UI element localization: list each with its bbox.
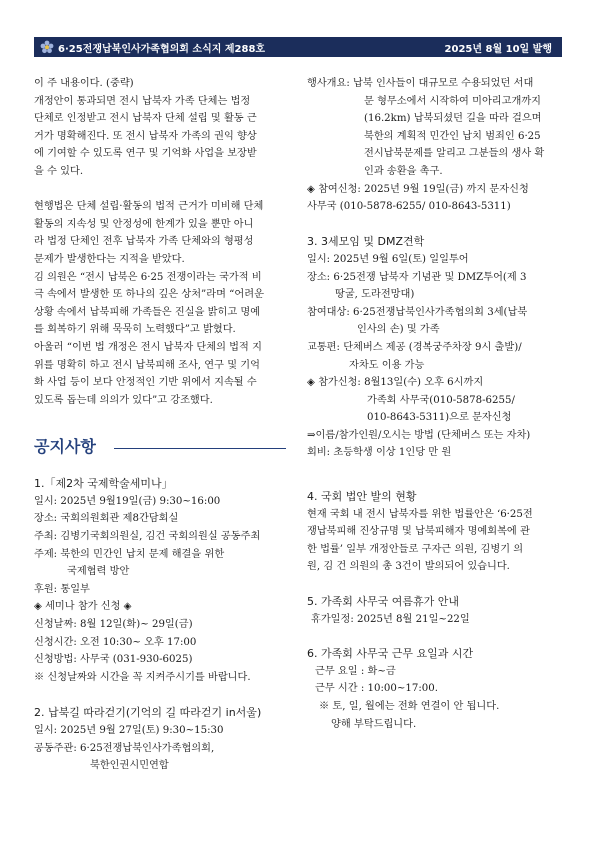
issue-date: 2025년 8월 10일 발행 bbox=[444, 43, 552, 55]
vacation-heading: 5. 가족회 사무국 여름휴가 안내 bbox=[307, 595, 459, 609]
walk-section: 2. 납북길 따라걷기(기억의 길 따라걷기 in서울) 일시: 2025년 9월 27일(토) 9:30~15:30 공동주관: 6·25전쟁납북인사가족협의회, 북한인권시민연합 bbox=[34, 704, 286, 774]
dmz-section: 3. 3세모임 및 DMZ견학 일시: 2025년 9월 6일(토) 일일투어 장소: 6·25전쟁 납북자 기념관 및 DMZ투어(제 3 땅굴, 도라전망대) 참여대상: 6·25전쟁납북인사가족협의회 3세(납북 인사의 손) 및 가족 교통편: 단체버스 제공 (경복궁주차장 9시 출발)/ 자차도 이용 가능 ◈ 참가신청: 8월13일(수) 오후 6시까지 가족회 사무국(010-5878-6255/ 010-8643-5311)으로 문자신청 ⇒이름/참가인원/오시는 방법 (단체버스 또는 자차) 회비: 초등학생 이상 1인당 만 원 bbox=[307, 233, 572, 462]
notice-section-title: 공지사항 bbox=[34, 427, 286, 455]
bill-heading: 4. 국회 법안 발의 현황 bbox=[307, 490, 417, 504]
header-bar bbox=[34, 37, 562, 57]
title-underline bbox=[114, 448, 286, 450]
seminar-heading: 1.「제2차 국제학술세미나」 bbox=[34, 477, 173, 491]
newsletter-title: 6·25전쟁납북인사가족협의회 소식지 제288호 bbox=[58, 43, 266, 55]
paragraph-amendment: 개정안이 통과되면 전시 납북자 가족 단체는 법정 단체로 인정받고 전시 납북자 단체 설립 및 활동 근 거가 명확해진다. 또 전시 납북자 가족의 권익 향상 에 기여할 수 있도록 연구 및 기억화 사업을 보장받 을 수 있다. bbox=[34, 95, 257, 177]
flower-emblem-icon bbox=[40, 40, 54, 54]
seminar-apply-title: ◈ 세미나 참가 신청 ◈ bbox=[34, 601, 132, 613]
dmz-heading: 3. 3세모임 및 DMZ견학 bbox=[307, 235, 425, 249]
left-column bbox=[34, 75, 286, 775]
walk-heading: 2. 납북길 따라걷기(기억의 길 따라걷기 in서울) bbox=[34, 706, 262, 720]
vacation-section: 5. 가족회 사무국 여름휴가 안내 휴가일정: 2025년 8월 21일~22일 bbox=[307, 593, 572, 628]
right-column: 행사개요: 납북 인사들이 대규모로 수용되었던 서대 문 형무소에서 시작하여 미아리고개까지 (16.2km) 납북되셨던 길을 따라 걸으며 북한의 계획적 민간인 납치 범죄인 6·25 전시납북문제를 알리고 그분들의 생사 확 인과 송환을 촉구. ◈ 참여신청: 2025년 9월 19일(금) 까지 문자신청 사무국 (010-5878-6255/ 010-8643-5311) 3. 3세모임 및 DMZ견학 일시: 2025년 9월 6일(토) 일일투어 장소: 6·25전쟁 납북자 기념관 및 DMZ투어(제 3 땅굴, 도라전망대) 참여대상: 6·25전쟁납북인사가족협의회 3세(납북 인사의 손) 및 가족 교통편: 단체버스 제공 (경복궁주차장 9시 출발)/ 자차도 이용 가능 ◈ 참가신청: 8월13일(수) 오후 6시까지 가족회 사무국(010-5878-6255/ 010-8643-5311)으로 문자신청 ⇒이름/참가인원/오시는 방법 (단체버스 또는 자차) 회비: 초등학생 이상 1인당 만 원 4. 국회 법안 발의 현황 현재 국회 내 전시 납북자를 위한 법률안은 ‘6·25전 쟁납북피해 진상규명 및 납북피해자 명예회복에 관 한 법률’ 일부 개정안들로 구자근 의원, 김병기 의 원, 김 건 의원의 총 3건이 발의되어 있습니다. 5. 가족회 사무국 여름휴가 안내 휴가일정: 2025년 8월 21일~22일 6. 가족회 사무국 근무 요일과 시간 근무 요일 : 화~금 근무 시간 : 10:00~17:00. ※ 토, 일, 월에는 전화 연결이 안 됩니다. 양해 부탁드립니다. bbox=[307, 75, 572, 733]
office-hours-heading: 6. 가족회 사무국 근무 요일과 시간 bbox=[307, 647, 474, 661]
seminar-section: 1.「제2차 국제학술세미나」 일시: 2025년 9월19일(금) 9:30~16:00 장소: 국회의원회관 제8간담회실 주최: 김병기국회의원실, 김건 국회의원실 공동주최 주제: 북한의 민간인 납치 문제 해결을 위한 국제협력 방안 후원: 통일부 ◈ 세미나 참가 신청 ◈ 신청날짜: 8월 12일(화)~ 29일(금) 신청시간: 오전 10:30~ 오후 17:00 신청방법: 사무국 (031-930-6025) ※ 신청날짜와 시간을 꼭 지켜주시기를 바랍니다. bbox=[34, 475, 286, 686]
bill-section: 4. 국회 법안 발의 현황 현재 국회 내 전시 납북자를 위한 법률안은 ‘6·25전 쟁납북피해 진상규명 및 납북피해자 명예회복에 관 한 법률’ 일부 개정안들로 구자근 의원, 김병기 의 원, 김 건 의원의 총 3건이 발의되어 있습니다. bbox=[307, 488, 572, 576]
office-hours-section: 6. 가족회 사무국 근무 요일과 시간 근무 요일 : 화~금 근무 시간 : 10:00~17:00. ※ 토, 일, 월에는 전화 연결이 안 됩니다. 양해 부탁드립니다. bbox=[307, 645, 572, 733]
walk-overview: 행사개요: 납북 인사들이 대규모로 수용되었던 서대 문 형무소에서 시작하여 미아리고개까지 (16.2km) 납북되셨던 길을 따라 걸으며 북한의 계획적 민간인 납치 범죄인 6·25 전시납북문제를 알리고 그분들의 생사 확 인과 송환을 촉구. bbox=[307, 78, 545, 177]
intro-text: 이 주 내용이다. (중략) bbox=[34, 78, 134, 89]
paragraph-current-law: 현행법은 단체 설립·활동의 법적 근거가 미비해 단체 활동의 지속성 및 안정성에 한계가 있을 뿐만 아니 라 법정 단체인 전후 납북자 가족 단체와의 형평성 문제가 발생한다는 지적을 받았다. 김 의원은 “전시 납북은 6·25 전쟁이라는 국가적 비 극 속에서 발생한 또 하나의 깊은 상처”라며 “어려운 상황 속에서 납북피해 가족들은 진실을 밝히고 명예 를 회복하기 위해 묵묵히 노력했다”고 밝혔다. 아울러 “이번 법 개정은 전시 납북자 단체의 법적 지 위를 명확히 하고 전시 납북피해 조사, 연구 및 기억 화 사업 등이 보다 안정적인 기반 위에서 지속될 수 있도록 돕는데 의의가 있다”고 강조했다. bbox=[34, 201, 264, 406]
